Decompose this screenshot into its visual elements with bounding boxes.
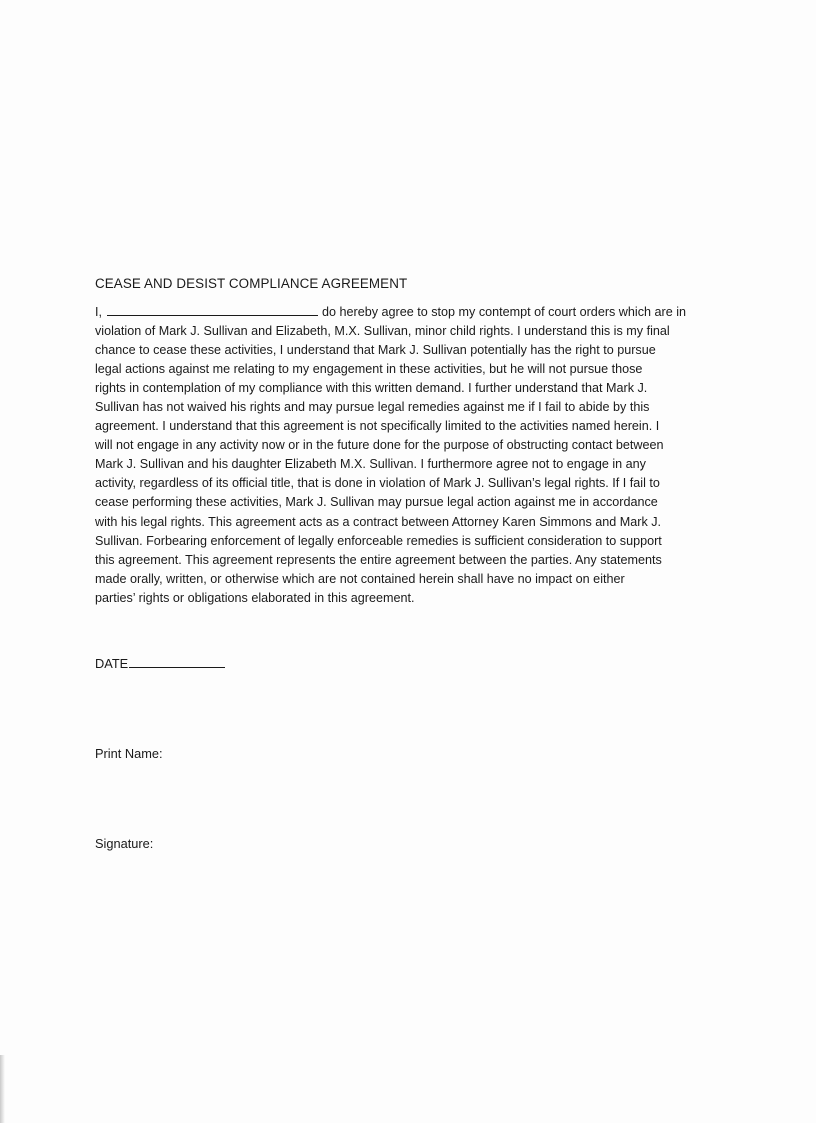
body-line-text: do hereby agree to stop my contempt of court orders which are in xyxy=(322,305,687,319)
scan-edge-shadow xyxy=(0,1055,5,1123)
body-line: will not engage in any activity now or in the future done for the purpose of obstructing contact between xyxy=(95,438,664,453)
body-line: rights in contemplation of my compliance with this written demand. I further understand that Mark J. xyxy=(95,381,648,396)
body-line: agreement. I understand that this agreement is not specifically limited to the activities named herein. I xyxy=(95,419,660,434)
date-field xyxy=(95,654,225,673)
body-line: Sullivan has not waived his rights and may pursue legal remedies against me if I fail to abide by this xyxy=(95,400,650,415)
opening-word: I, xyxy=(95,305,102,319)
body-line: chance to cease these activities, I understand that Mark J. Sullivan potentially has the right to pursue xyxy=(95,343,656,358)
agreement-body xyxy=(95,303,725,608)
body-line xyxy=(95,303,725,322)
body-line: legal actions against me relating to my engagement in these activities, but he will not pursue those xyxy=(95,362,643,377)
body-line: Sullivan. Forbearing enforcement of legally enforceable remedies is sufficient consideration to support xyxy=(95,533,662,548)
body-line: Mark J. Sullivan and his daughter Elizabeth M.X. Sullivan. I furthermore agree not to engage in any xyxy=(95,457,646,472)
body-line: with his legal rights. This agreement acts as a contract between Attorney Karen Simmons and Mark J. xyxy=(95,514,662,529)
body-line: this agreement. This agreement represents the entire agreement between the parties. Any statements xyxy=(95,552,662,567)
date-label: DATE xyxy=(95,656,129,671)
document-title: CEASE AND DESIST COMPLIANCE AGREEMENT xyxy=(95,276,408,291)
body-line: made orally, written, or otherwise which are not contained herein shall have no impact on either xyxy=(95,571,625,586)
print-name-label: Print Name: xyxy=(95,746,163,761)
body-line: cease performing these activities, Mark J. Sullivan may pursue legal action against me in accordance xyxy=(95,495,658,510)
body-line: violation of Mark J. Sullivan and Elizabeth, M.X. Sullivan, minor child rights. I understand this is my final xyxy=(95,324,670,339)
body-line: parties’ rights or obligations elaborated in this agreement. xyxy=(95,590,415,605)
signature-label: Signature: xyxy=(95,836,154,851)
name-blank-line xyxy=(107,314,318,316)
body-line: activity, regardless of its official title, that is done in violation of Mark J. Sullivan’s legal rights. If I fail to xyxy=(95,476,660,491)
date-blank-line xyxy=(129,666,225,668)
